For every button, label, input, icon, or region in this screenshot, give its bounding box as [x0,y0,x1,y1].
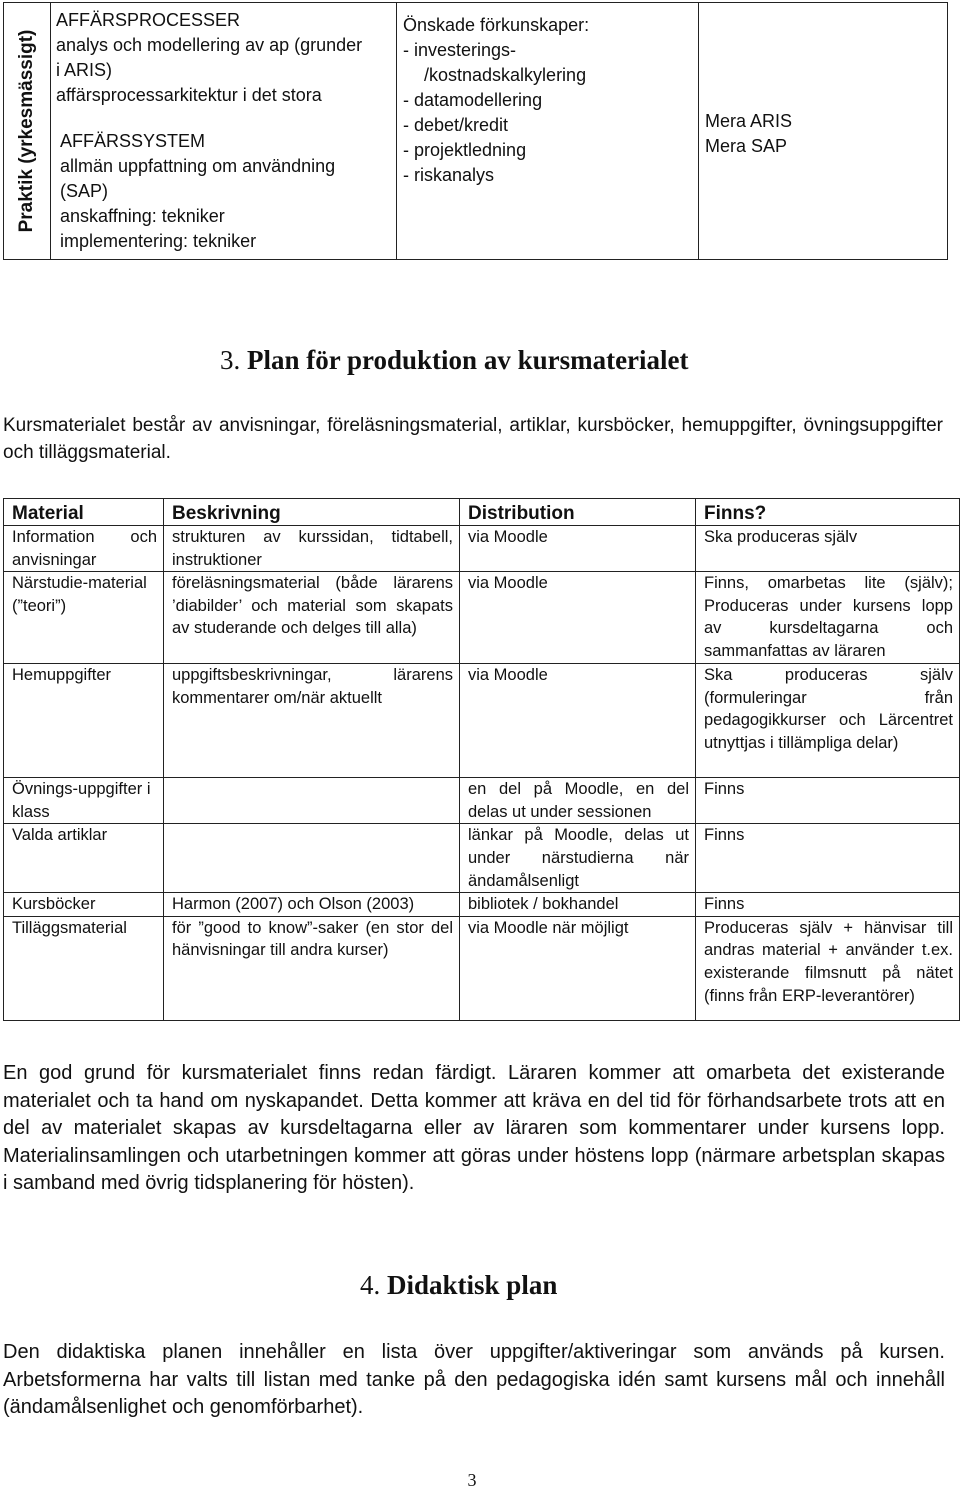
cell-available: Finns [696,778,960,824]
section-3-intro: Kursmaterialet består av anvisningar, föreläsningsmaterial, artiklar, kursböcker, hemuppgifter, övningsuppgifter och tilläggsmaterial. [3,415,943,463]
prerequisite-item: - datamodellering [403,90,543,110]
cell-material: Övnings-uppgifter i klass [4,778,164,824]
prerequisite-item: - projektledning [403,140,527,160]
table-row [4,778,960,824]
cell-description: strukturen av kurssidan, tidtabell, instruktioner [164,526,460,572]
cell-distribution: via Moodle [460,526,696,572]
business-system-block [51,129,396,254]
prerequisite-item: - riskanalys [403,165,495,185]
cell-distribution: en del på Moodle, en del delas ut under sessionen [460,778,696,824]
section-4-intro: Den didaktiska planen innehåller en lista över uppgifter/aktiveringar som används på kursen. Arbetsformerna har valts till listan med tanke på den pedagogiska idén samt kursens mål och innehåll (ändamålsenlighet och genomförbarhet). [3,1341,945,1418]
section-number: 4. [360,1270,381,1300]
more-item: Mera SAP [705,136,788,156]
process-line: affärsprocessarkitektur i det stora [56,85,322,105]
cell-distribution: via Moodle [460,664,696,778]
business-process-block [51,3,396,108]
table-row [4,572,960,664]
cell-available: Finns [696,824,960,893]
header-available: Finns? [696,499,960,526]
header-distribution: Distribution [460,499,696,526]
cell-description [164,824,460,893]
table-row [4,916,960,1020]
material-table-header [4,499,960,526]
cell-material: Kursböcker [4,893,164,917]
page-number: 3 [467,1470,477,1490]
cell-material: Information och anvisningar [4,526,164,572]
system-line: implementering: tekniker [60,231,257,251]
curriculum-table [3,2,948,260]
cell-available: Finns [696,893,960,917]
cell-distribution: via Moodle [460,572,696,664]
process-line: analys och modellering av ap (grunder [56,35,363,55]
cell-material: Närstudie-material (”teori”) [4,572,164,664]
cell-description: för ”good to know”-saker (en stor del hänvisningar till andra kurser) [164,916,460,1020]
prerequisites-title: Önskade förkunskaper: [403,15,590,35]
cell-description: uppgiftsbeskrivningar, lärarens kommentarer om/när aktuellt [164,664,460,778]
cell-distribution: länkar på Moodle, delas ut under närstudierna när ändamålsenligt [460,824,696,893]
process-line: i ARIS) [56,60,113,80]
cell-available: Finns, omarbetas lite (själv); Produceras under kursens lopp av kursdeltagarna och sammanfattas av läraren [696,572,960,664]
prerequisite-item: - investerings- [403,40,517,60]
section-3-heading [220,345,689,376]
process-title: AFFÄRSPROCESSER [56,10,241,30]
cell-material: Valda artiklar [4,824,164,893]
cell-available: Ska produceras själv [696,526,960,572]
prerequisites-cell [397,3,699,260]
material-plan-paragraph: En god grund för kursmaterialet finns redan färdigt. Läraren kommer att omarbeta det existerande materialet och ta hand om nyskapandet. Detta kommer att kräva en del tid för förhandsarbete trots att en del av materialet skapas av kursdeltagarna eller av läraren som kommentarer under kursens lopp. Materialinsamlingen och utarbetningen kommer att göras under höstens lopp (närmare arbetsplan skapas i samband med övrig tidsplanering för hösten). [3,1062,945,1194]
system-title: AFFÄRSSYSTEM [60,131,206,151]
cell-description [164,778,460,824]
table-row [4,526,960,572]
side-label: Praktik (yrkesmässigt) [16,29,37,233]
prerequisites-block [397,3,698,188]
cell-description: Harmon (2007) och Olson (2003) [164,893,460,917]
system-line: anskaffning: tekniker [60,206,225,226]
cell-material: Tilläggsmaterial [4,916,164,1020]
table-row [4,824,960,893]
more-block [699,3,947,159]
cell-description: föreläsningsmaterial (både lärarens ’diabilder’ och material som skapats av studerande och delges till alla) [164,572,460,664]
prerequisite-item: /kostnadskalkylering [424,65,587,85]
side-label-cell [4,3,51,260]
section-4-heading [360,1270,557,1301]
cell-material: Hemuppgifter [4,664,164,778]
cell-available: Ska produceras själv (formuleringar från pedagogikkurser och Lärcentret utnyttjas i tillämpliga delar) [696,664,960,778]
process-system-cell [51,3,397,260]
section-title: Didaktisk plan [387,1270,558,1300]
header-material: Material [4,499,164,526]
more-item: Mera ARIS [705,111,793,131]
table-row [4,664,960,778]
more-cell [699,3,948,260]
material-table [3,498,960,1021]
cell-distribution: via Moodle när möjligt [460,916,696,1020]
cell-available: Produceras själv + hänvisar till andras material + använder t.ex. existerande filmsnutt på nätet (finns från ERP-leverantörer) [696,916,960,1020]
section-number: 3. [220,345,241,375]
cell-distribution: bibliotek / bokhandel [460,893,696,917]
prerequisite-item: - debet/kredit [403,115,509,135]
header-description: Beskrivning [164,499,460,526]
table-row [4,893,960,917]
system-line: allmän uppfattning om användning [60,156,336,176]
section-title: Plan för produktion av kursmaterialet [247,345,689,375]
system-line: (SAP) [60,181,109,201]
